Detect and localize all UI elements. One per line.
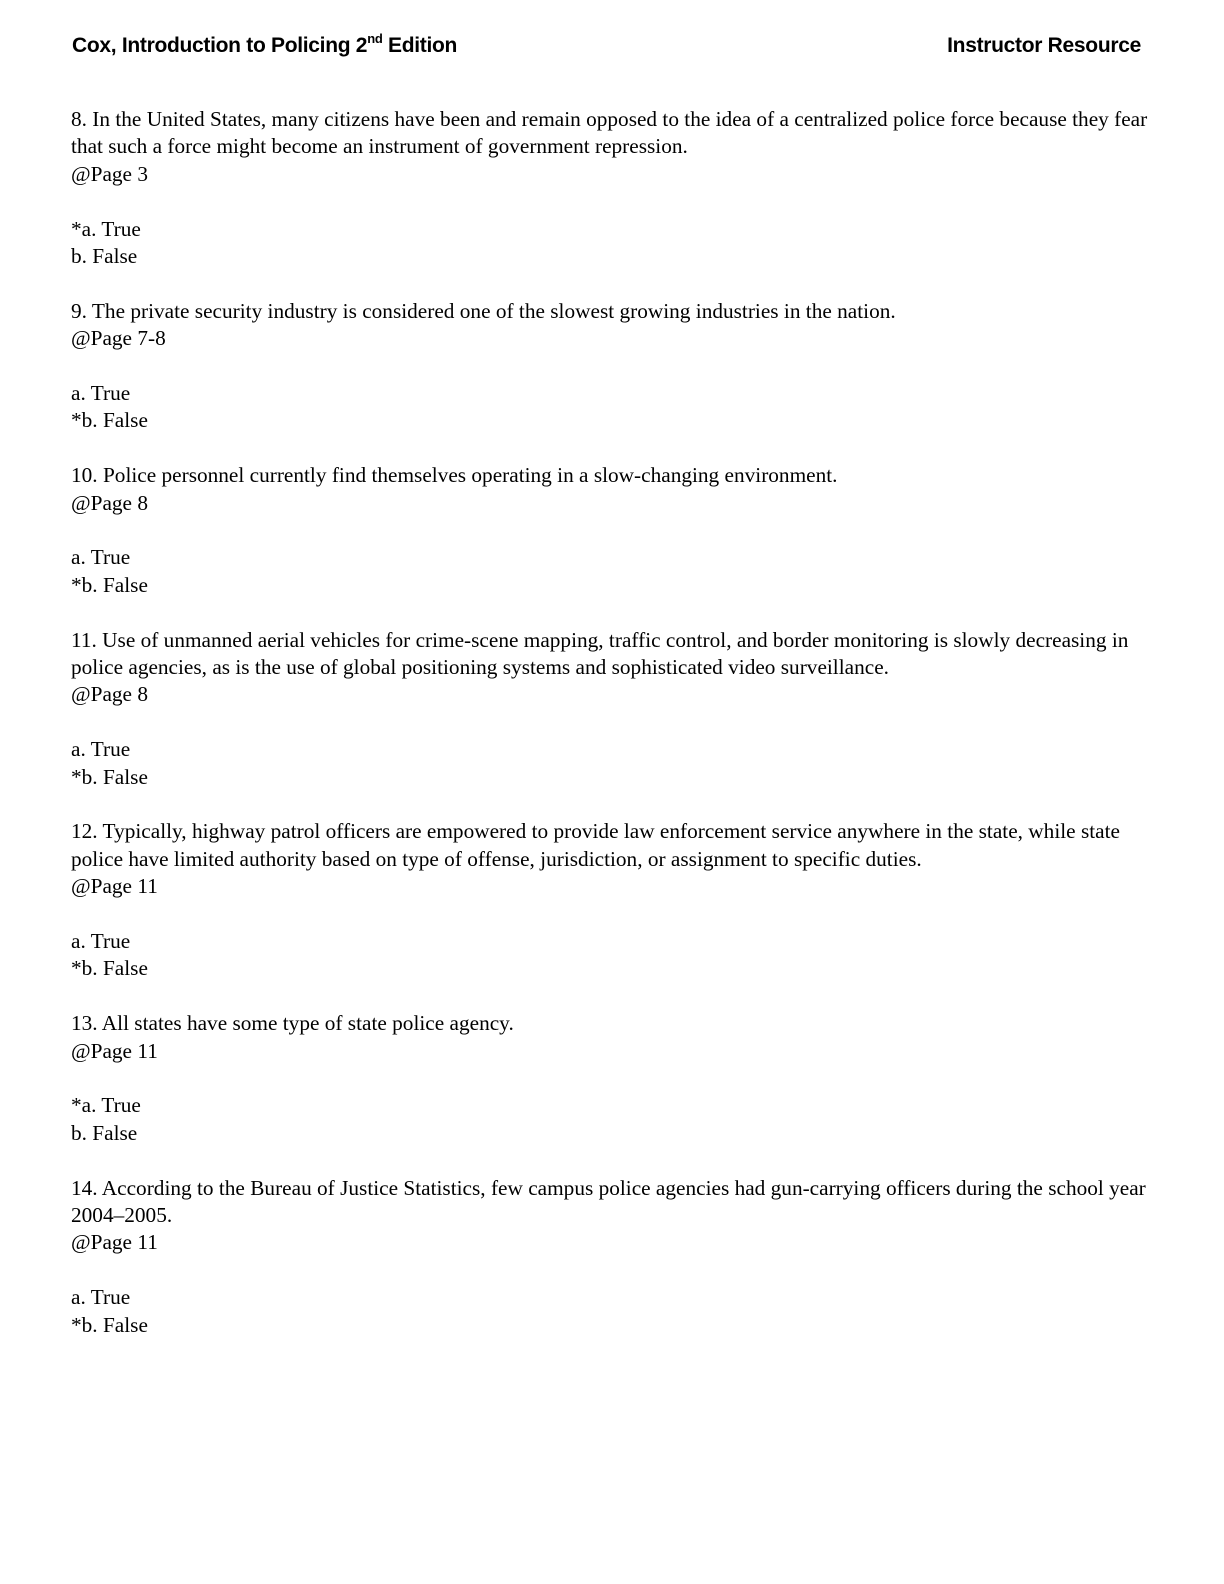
question-options: [71, 380, 1151, 435]
question-options: [71, 544, 1151, 599]
question-list: [71, 106, 1151, 1366]
question-item: [71, 818, 1151, 982]
question-options: [71, 736, 1151, 791]
header-book-title: [72, 31, 458, 58]
question-text: 8. In the United States, many citizens have been and remain opposed to the idea of a centralized police force because they fear that such a force might become an instrument of government repression.: [71, 107, 1148, 159]
question-text: 9. The private security industry is considered one of the slowest growing industries in the nation.: [71, 298, 896, 323]
option-b: *b. False: [71, 572, 148, 597]
question-text: 12. Typically, highway patrol officers are empowered to provide law enforcement service anywhere in the state, while state police have limited authority based on type of offense, jurisdiction, or assignment to specific duties.: [71, 819, 1120, 871]
question-page-ref: @Page 11: [71, 1038, 158, 1063]
question-page-ref: @Page 11: [71, 1230, 158, 1255]
question-options: [71, 1284, 1151, 1339]
option-b: *b. False: [71, 408, 148, 433]
question-text: 13. All states have some type of state police agency.: [71, 1011, 514, 1036]
header-title-main: Cox, Introduction to Policing 2: [72, 34, 368, 57]
question-item: [71, 1010, 1151, 1147]
question-page-ref: @Page 8: [71, 682, 148, 707]
option-b: b. False: [71, 1120, 138, 1145]
question-item: [71, 462, 1151, 599]
question-text: 10. Police personnel currently find themselves operating in a slow-changing environment.: [71, 463, 838, 488]
question-page-ref: @Page 3: [71, 161, 148, 186]
header-resource-label: Instructor Resource: [947, 34, 1141, 57]
header-title-superscript: nd: [367, 31, 383, 46]
option-a: a. True: [71, 381, 131, 406]
option-a: a. True: [71, 545, 131, 570]
question-text: 14. According to the Bureau of Justice Statistics, few campus police agencies had gun-carrying officers during the school year 2004–2005.: [71, 1175, 1146, 1228]
question-options: [71, 1092, 1151, 1147]
option-b: *b. False: [71, 764, 148, 789]
option-b: *b. False: [71, 1312, 148, 1337]
question-item: [71, 298, 1151, 435]
page-header: [72, 31, 1141, 68]
question-item: [71, 1175, 1151, 1339]
option-a: a. True: [71, 929, 131, 954]
option-b: *b. False: [71, 956, 148, 981]
question-options: [71, 216, 1151, 271]
option-a: a. True: [71, 737, 131, 762]
question-page-ref: @Page 11: [71, 874, 158, 899]
question-item: [71, 106, 1151, 270]
header-title-tail: Edition: [382, 34, 458, 57]
option-b: b. False: [71, 244, 138, 269]
question-item: [71, 627, 1151, 791]
option-a: *a. True: [71, 1093, 141, 1118]
option-a: *a. True: [71, 216, 141, 241]
option-a: a. True: [71, 1285, 131, 1310]
question-page-ref: @Page 7-8: [71, 326, 166, 351]
question-options: [71, 928, 1151, 983]
question-text: 11. Use of unmanned aerial vehicles for crime-scene mapping, traffic control, and border monitoring is slowly decreasing in police agencies, as is the use of global positioning systems and sophisticated video surveillance.: [71, 627, 1129, 680]
question-page-ref: @Page 8: [71, 490, 148, 515]
